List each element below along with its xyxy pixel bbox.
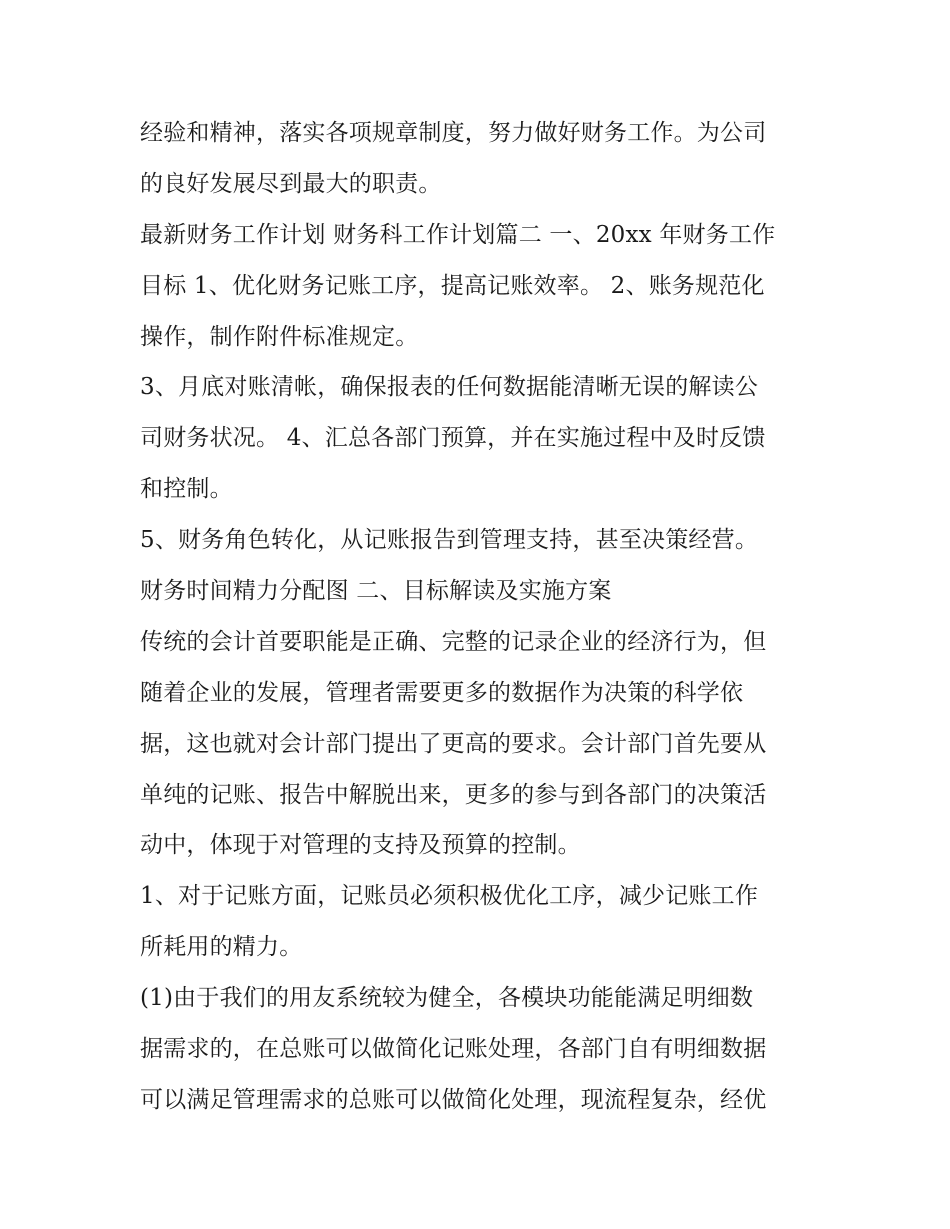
text-line: 所耗用的精力。 [140,934,303,961]
text-line: 3、月底对账清帐，确保报表的任何数据能清晰无误的解读公 [140,374,759,401]
text-line: 动中，体现于对管理的支持及预算的控制。 [140,832,581,859]
text-line: 财务时间精力分配图 二、目标解读及实施方案 [140,578,612,605]
text-line: 最新财务工作计划 财务科工作计划篇二 一、20xx 年财务工作 [140,221,776,248]
text-line: (1)由于我们的用友系统较为健全，各模块功能能满足明细数 [140,985,754,1012]
text-line: 传统的会计首要职能是正确、完整的记录企业的经济行为，但 [140,628,767,655]
text-line: 随着企业的发展，管理者需要更多的数据作为决策的科学依 [140,679,744,706]
text-line: 的良好发展尽到最大的职责。 [140,170,442,197]
text-line: 据，这也就对会计部门提出了更高的要求。会计部门首先要从 [140,730,767,757]
text-line: 操作，制作附件标准规定。 [140,323,419,350]
text-line: 和控制。 [140,476,233,503]
text-line: 目标 1、优化财务记账工序，提高记账效率。 2、账务规范化 [140,272,765,299]
text-line: 5、财务角色转化，从记账报告到管理支持，甚至决策经营。 [140,527,759,554]
text-line: 单纯的记账、报告中解脱出来，更多的参与到各部门的决策活 [140,781,767,808]
text-line: 据需求的，在总账可以做简化记账处理，各部门自有明细数据 [140,1036,767,1063]
text-line: 司财务状况。 4、汇总各部门预算，并在实施过程中及时反馈 [140,425,766,452]
text-line: 可以满足管理需求的总账可以做简化处理，现流程复杂，经优 [140,1086,767,1113]
document-body [140,108,820,1126]
text-line: 经验和精神，落实各项规章制度，努力做好财务工作。为公司 [140,120,767,146]
text-line: 1、对于记账方面，记账员必须积极优化工序，减少记账工作 [140,883,759,910]
